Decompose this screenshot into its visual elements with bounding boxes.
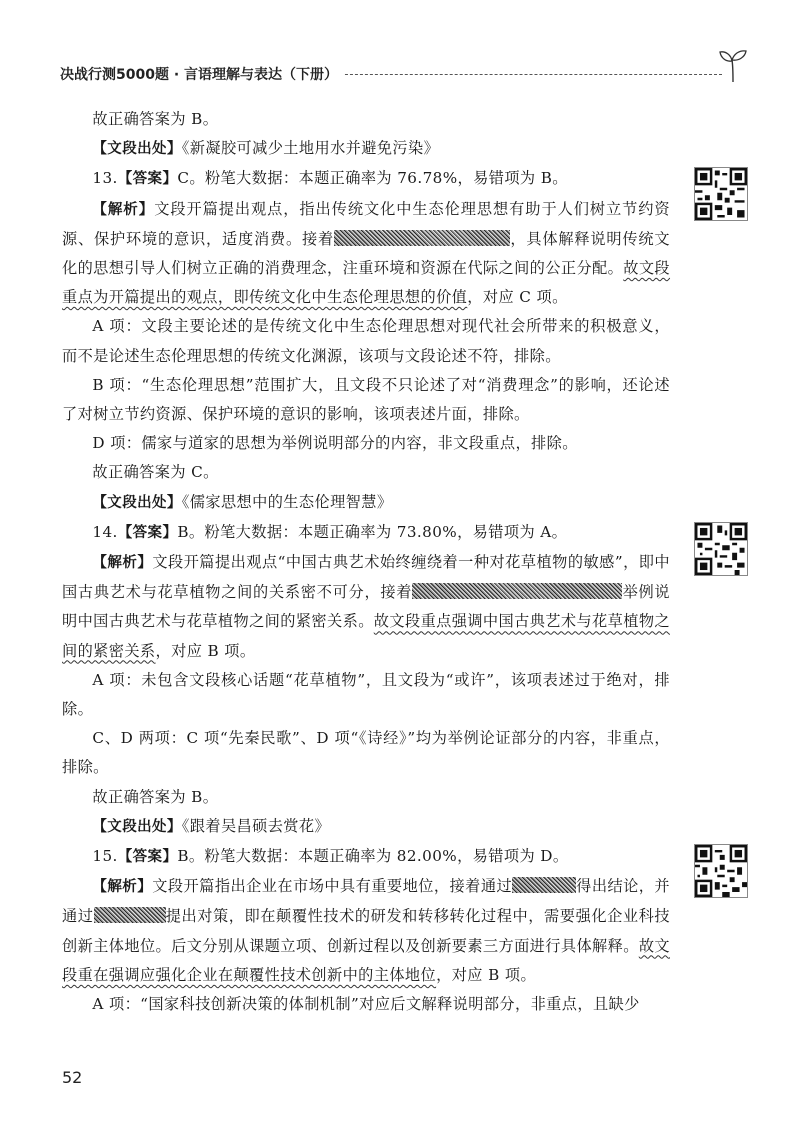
analysis-text: 文段开篇指出企业在市场中具有重要地位，接着通过: [152, 877, 513, 896]
analysis-text: ，对应 B 项。: [436, 965, 537, 984]
source-line: [62, 134, 670, 164]
option-explanation: A 项：“国家科技创新决策的体制机制”对应后文解释说明部分，非重点，且缺少: [92, 995, 640, 1014]
analysis-tag: 【解析】: [92, 201, 155, 218]
analysis-text: ，对应 B 项。: [155, 641, 256, 660]
answer-line-15: [62, 842, 670, 872]
page-number: 52: [62, 1068, 83, 1087]
answer-text: B。粉笔大数据：本题正确率为 73.80%，易错项为 A。: [177, 522, 568, 541]
answer-text: C。粉笔大数据：本题正确率为 76.78%，易错项为 B。: [177, 169, 568, 188]
running-header: [60, 62, 750, 86]
option-explanation: A 项：文段主要论述的是传统文化中生态伦理思想对现代社会所带来的积极意义，而不是论述生态伦理思想的传统文化渊源，该项与文段论述不符，排除。: [62, 317, 670, 365]
option-explanation: C、D 两项：C 项“先秦民歌”、D 项“《诗经》”均为举例论证部分的内容，非重点，排除。: [62, 729, 670, 777]
analysis-text: 举例说明中国古典艺术与花草植物之间的紧密关系。: [62, 583, 670, 631]
analysis-paragraph-15: [62, 872, 670, 990]
source-title: 《儒家思想中的生态伦理智慧》: [181, 492, 393, 511]
source-title: 《新凝胶可减少土地用水并避免污染》: [181, 139, 440, 158]
option-explanation: D 项：儒家与道家的思想为举例说明部分的内容，非文段重点，排除。: [92, 434, 578, 453]
conclusion-line: 故正确答案为 B。: [92, 787, 219, 806]
key-point-underline: 故文段重点强调中国古典艺术与花草植物之间的紧密关系: [62, 612, 670, 660]
analysis-text: 提出对策，即在颠覆性技术的研发和转移转化过程中，需要强化企业科技创新主体地位。后文分别从课题立项、创新过程以及创新要素三方面进行具体解释。: [62, 907, 670, 955]
redacted-mark: [334, 230, 510, 246]
header-dashed-rule: [330, 74, 722, 75]
analysis-text: ，对应 C 项。: [467, 288, 568, 307]
key-point-underline: 故文段重在强调应强化企业在颠覆性技术创新中的主体地位: [62, 936, 670, 984]
answer-tag: 【答案】: [117, 849, 178, 866]
sprout-icon: [718, 48, 748, 82]
answer-explanations: [62, 105, 670, 1019]
analysis-tag: 【解析】: [92, 555, 153, 572]
key-point-underline: 故文段重点为开篇提出的观点，即传统文化中生态伦理思想的价值: [62, 259, 671, 307]
option-explanation: A 项：未包含文段核心话题“花草植物”，且文段为“或许”，该项表述过于绝对，排除。: [62, 670, 670, 719]
answer-text: B。粉笔大数据：本题正确率为 82.00%，易错项为 D。: [177, 847, 569, 866]
book-title: 决战行测5000题 · 言语理解与表达（下册）: [60, 64, 344, 84]
analysis-text: 得出结论，并通过: [62, 877, 670, 926]
qr-code-icon[interactable]: [694, 522, 748, 576]
source-tag: 【文段出处】: [92, 141, 182, 158]
qr-code-icon[interactable]: [694, 167, 748, 221]
analysis-text: 文段开篇提出观点，指出传统文化中生态伦理思想有助于人们树立节约资源、保护环境的意识，适度消费。接着: [62, 199, 670, 248]
source-tag: 【文段出处】: [92, 818, 182, 835]
source-tag: 【文段出处】: [92, 494, 182, 511]
answer-tag: 【答案】: [117, 171, 178, 188]
redacted-mark: [412, 583, 622, 599]
analysis-text: 文段开篇提出观点“中国古典艺术始终缠绕着一种对花草植物的敏感”，即中国古典艺术与花草植物之间的关系密不可分，接着: [62, 553, 670, 602]
question-number: 14.: [92, 522, 118, 541]
answer-line-14: [62, 518, 670, 548]
answer-tag: 【答案】: [117, 524, 178, 541]
conclusion-line: 故正确答案为 C。: [92, 463, 219, 482]
source-line: [62, 812, 670, 842]
analysis-paragraph-14: [62, 548, 670, 666]
redacted-mark: [512, 877, 576, 893]
analysis-text: ，具体解释说明传统文化的思想引导人们树立正确的消费理念，注重环境和资源在代际之间的公正分配。: [62, 229, 670, 278]
source-title: 《跟着吴昌硕去赏花》: [181, 816, 331, 835]
conclusion-line: 故正确答案为 B。: [92, 110, 219, 128]
analysis-tag: 【解析】: [92, 879, 153, 896]
redacted-mark: [94, 907, 166, 923]
answer-line-13: [62, 164, 670, 194]
question-number: 15.: [92, 847, 118, 866]
option-explanation: B 项：“生态伦理思想”范围扩大，且文段不只论述了对“消费理念”的影响，还论述了对树立节约资源、保护环境的意识的影响，该项表述片面，排除。: [62, 375, 670, 424]
analysis-paragraph-13: [62, 195, 670, 313]
question-number: 13.: [92, 169, 118, 188]
qr-code-icon[interactable]: [694, 844, 748, 898]
source-line: [62, 488, 670, 518]
